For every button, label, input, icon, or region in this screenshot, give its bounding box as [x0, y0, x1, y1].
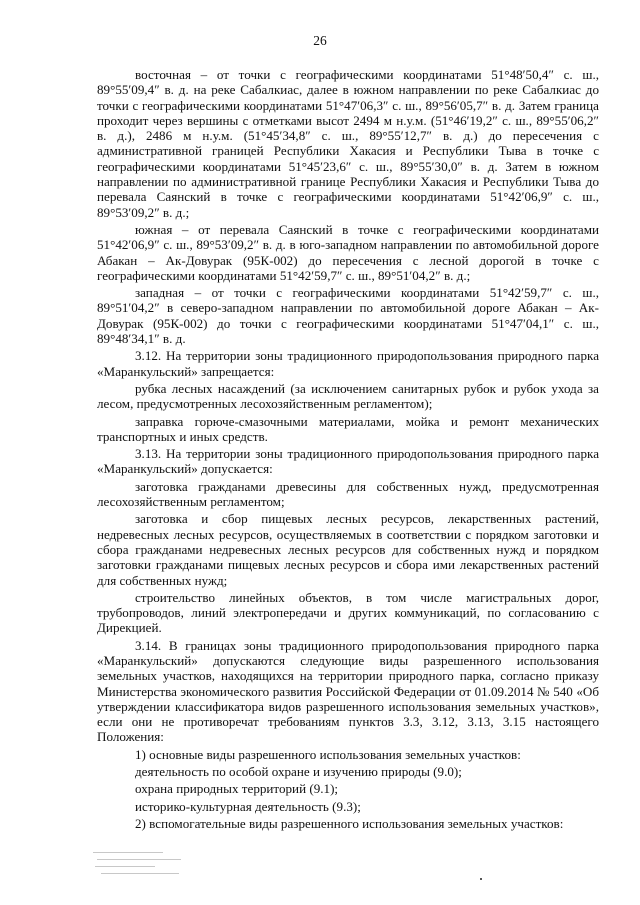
paragraph-allowed-wood: заготовка гражданами древесины для собственных нужд, предусмотренная лесохозяйственным регламентом; — [97, 478, 599, 510]
paragraph-west-border: западная – от точки с географическими координатами 51°42′59,7″ с. ш., 89°51′04,2″ в северо-западном направлении по автомобильной дороге Абакан – Ак-Довурак (95К-002) до точки с географическими координатами 51°47′04,1″ с. ш., 89°48′34,1″ в. д. — [97, 285, 599, 347]
paragraph-east-border: восточная – от точки с географическими координатами 51°48′50,4″ с. ш., 89°55′09,4″ в. д. на реке Сабалкиас, далее в южном направлении по реке Сабалкиас до точки с географическими координатами 51°47′06,3″ с. ш., 89°56′05,7″ в. д. Затем граница проходит через вершины с отметками высот 2494 м н.у.м. (51°46′19,2″ с. ш., 89°55′06,2″ в. д.), 2486 м н.у.м. (51°45′34,8″ с. ш., 89°55′12,7″ в. д.) до пересечения с административной границей Республики Хакасия и Республики Тыва в точке с географическими координатами 51°45′23,6″ с. ш., 89°55′30,0″ в. д. Затем в южном направлении по административной границе Республики Хакасия и Республики Тыва до перевала Саянский в точке с географическими координатами 51°42′06,9″ с. ш., 89°53′09,2″ в. д.; — [97, 67, 599, 220]
paragraph-prohibited-refueling: заправка горюче-смазочными материалами, мойка и ремонт механических транспортных и иных средств. — [97, 413, 599, 444]
paragraph-auxiliary-uses: 2) вспомогательные виды разрешенного использования земельных участков: — [135, 815, 564, 831]
paragraph-allowed-gathering: заготовка и сбор пищевых лесных ресурсов, лекарственных растений, недревесных лесных ресурсов, осуществляемых в соответствии с порядком заготовки и сбора гражданами недревесных лесных ресурсов для собственных нужд и порядком заготовки гражданами пищевых лесных ресурсов и сбора ими лекарственных растений для собственных нужд; — [97, 511, 599, 588]
paragraph-3-13-heading: 3.13. На территории зоны традиционного природопользования природного парка «Маранкульский» допускается: — [97, 446, 599, 477]
paragraph-3-14-heading: 3.14. В границах зоны традиционного природопользования природного парка «Маранкульский» допускаются следующие виды разрешенного использования земельных участков, находящихся на территории природного парка, согласно приказу Министерства экономического развития Российской Федерации от 01.09.2014 № 540 «Об утверждении классификатора видов разрешенного использования земельных участков», если они не противоречат требованиям пунктов 3.3, 3.12, 3.13, 3.15 настоящего Положения: — [97, 637, 599, 745]
paragraph-allowed-construction: строительство линейных объектов, в том числе магистральных дорог, трубопроводов, линий электропередачи и других коммуникаций, по согласованию с Дирекцией. — [97, 589, 599, 636]
document-body — [97, 67, 599, 833]
paragraph-main-uses: 1) основные виды разрешенного использования земельных участков: — [135, 746, 521, 762]
paragraph-use-9-3: историко-культурная деятельность (9.3); — [135, 798, 361, 814]
paragraph-prohibited-logging: рубка лесных насаждений (за исключением санитарных рубок и рубок ухода за лесом, предусмотренных лесохозяйственным регламентом); — [97, 380, 599, 412]
paragraph-south-border: южная – от перевала Саянский в точке с географическими координатами 51°42′06,9″ с. ш., 89°53′09,2″ в. д. в юго-западном направлении по автомобильной дороге Абакан – Ак-Довурак (95К-002) до пересечения с лесной дорогой в точке с географическими координатами 51°42′59,7″ с. ш., 89°51′04,2″ в. д.; — [97, 221, 599, 283]
paragraph-use-9-1: охрана природных территорий (9.1); — [135, 781, 339, 797]
paragraph-3-12-heading: 3.12. На территории зоны традиционного природопользования природного парка «Маранкульский» запрещается: — [97, 348, 599, 379]
paragraph-use-9-0: деятельность по особой охране и изучению природы (9.0); — [135, 764, 462, 780]
scan-dot — [480, 878, 482, 880]
page-number: 26 — [313, 33, 327, 48]
faint-scan-mark — [93, 850, 183, 876]
